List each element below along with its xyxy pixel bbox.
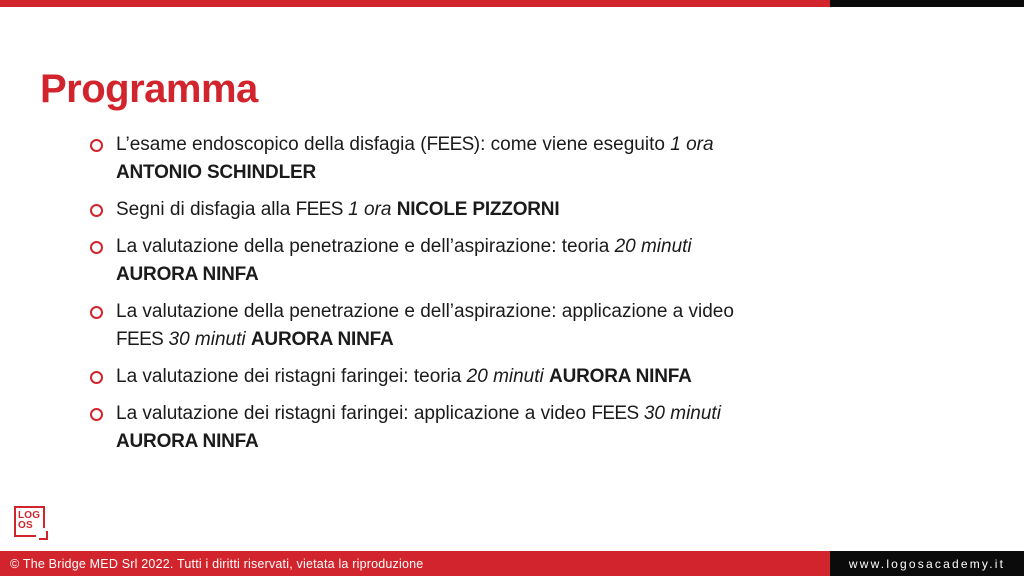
list-item-segment: FEES xyxy=(116,329,164,350)
list-item-segment: ): come viene eseguito xyxy=(473,134,671,155)
list-item-segment: AURORA NINFA xyxy=(549,366,692,387)
list-item-segment: AURORA NINFA xyxy=(250,329,394,350)
list-item-segment: 1 ora xyxy=(348,199,392,220)
page-title: Programma xyxy=(40,66,258,111)
list-item-segment: 1 ora xyxy=(670,134,714,155)
footer-url-link[interactable]: www.logosacademy.it xyxy=(848,556,1006,571)
list-item-line xyxy=(116,363,920,391)
program-list xyxy=(90,131,920,465)
list-item xyxy=(90,363,920,391)
logo-text xyxy=(18,511,40,531)
list-item-line xyxy=(116,428,920,456)
bullet-icon xyxy=(90,408,103,421)
list-item-line xyxy=(116,400,920,428)
list-item-segment: La valutazione dei ristagni faringei: applicazione a video xyxy=(116,403,592,424)
list-item xyxy=(90,196,920,224)
list-item-segment: La valutazione della penetrazione e dell’aspirazione: teoria xyxy=(116,236,615,257)
bullet-icon xyxy=(90,139,103,152)
logos-logo xyxy=(14,506,45,537)
list-item-segment: NICOLE PIZZORNI xyxy=(396,199,560,220)
list-item-line xyxy=(116,298,920,326)
footer-copyright: © The Bridge MED Srl 2022. Tutti i diritti riservati, vietata la riproduzione xyxy=(10,556,424,571)
list-item-segment: 20 minuti xyxy=(614,236,692,257)
list-item xyxy=(90,131,920,187)
logo-text-line2: OS xyxy=(18,520,33,531)
list-item-segment: Segni di disfagia alla xyxy=(116,199,296,220)
list-item-segment: L’esame endoscopico della disfagia ( xyxy=(116,134,427,155)
list-item-segment: FEES xyxy=(426,134,474,155)
list-item-line xyxy=(116,131,920,159)
list-item xyxy=(90,298,920,354)
list-item-segment: 30 minuti xyxy=(643,403,721,424)
bullet-icon xyxy=(90,241,103,254)
list-item-segment: La valutazione della penetrazione e dell’aspirazione: applicazione a video xyxy=(116,301,734,322)
list-item-segment: ANTONIO SCHINDLER xyxy=(116,162,316,183)
list-item-segment: AURORA NINFA xyxy=(116,431,259,452)
list-item-line xyxy=(116,326,920,354)
footer-url-box xyxy=(830,551,1024,576)
list-item-segment: 30 minuti xyxy=(168,329,246,350)
bullet-icon xyxy=(90,204,103,217)
list-item-segment: La valutazione dei ristagni faringei: teoria xyxy=(116,366,467,387)
list-item-segment: FEES xyxy=(591,403,639,424)
list-item-segment: 20 minuti xyxy=(466,366,544,387)
list-item-segment: FEES xyxy=(295,199,343,220)
list-item-line xyxy=(116,196,920,224)
top-accent-bar-red xyxy=(0,0,830,7)
list-item xyxy=(90,233,920,289)
bullet-icon xyxy=(90,371,103,384)
list-item xyxy=(90,400,920,456)
list-item-line xyxy=(116,159,920,187)
bullet-icon xyxy=(90,306,103,319)
list-item-line xyxy=(116,261,920,289)
list-item-line xyxy=(116,233,920,261)
list-item-segment: AURORA NINFA xyxy=(116,264,259,285)
logo-text-line1: LOG xyxy=(18,510,41,521)
footer-bar xyxy=(0,551,830,576)
top-accent-bar-black xyxy=(830,0,1024,7)
logo-corner-icon xyxy=(39,531,48,540)
